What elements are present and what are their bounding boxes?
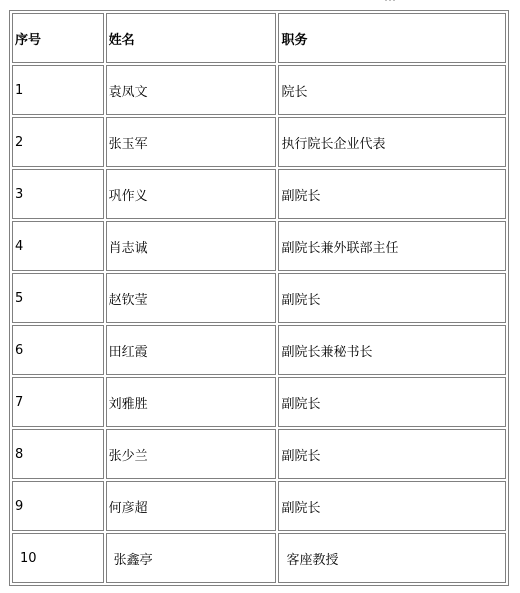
cell-name: 何彦超: [106, 481, 277, 531]
cell-serial-number: 9: [12, 481, 104, 531]
cell-position: 客座教授: [278, 533, 506, 583]
cell-name: 田红霞: [106, 325, 277, 375]
cell-serial-number: 7: [12, 377, 104, 427]
table-row: [12, 221, 506, 271]
table-row: [12, 325, 506, 375]
cell-name: 赵钦莹: [106, 273, 277, 323]
cell-serial-number: 4: [12, 221, 104, 271]
cell-serial-number: 1: [12, 65, 104, 115]
table-row: [12, 169, 506, 219]
cell-name: 张少兰: [106, 429, 277, 479]
table-row: [12, 117, 506, 167]
staff-roster-table: [9, 10, 509, 586]
cell-serial-number: 6: [12, 325, 104, 375]
cell-serial-number: 8: [12, 429, 104, 479]
header-position: 职务: [278, 13, 506, 63]
table-row: [12, 273, 506, 323]
cell-name: 刘雅胜: [106, 377, 277, 427]
header-serial-number: 序号: [12, 13, 104, 63]
cell-position: 副院长: [278, 273, 506, 323]
cropped-header-text: [384, 0, 396, 3]
cell-position: 副院长: [278, 429, 506, 479]
cell-serial-number: 3: [12, 169, 104, 219]
cell-serial-number: 10: [12, 533, 104, 583]
table-row: [12, 533, 506, 583]
cell-name: 张鑫亭: [106, 533, 277, 583]
cell-position: 副院长: [278, 377, 506, 427]
cell-serial-number: 2: [12, 117, 104, 167]
cell-position: 副院长兼秘书长: [278, 325, 506, 375]
cell-name: 袁凤文: [106, 65, 277, 115]
table-row: [12, 65, 506, 115]
cell-position: 副院长: [278, 481, 506, 531]
cell-serial-number: 5: [12, 273, 104, 323]
cell-name: 张玉军: [106, 117, 277, 167]
cell-name: 肖志诚: [106, 221, 277, 271]
cell-position: 副院长: [278, 169, 506, 219]
table-row: [12, 429, 506, 479]
cell-position: 执行院长企业代表: [278, 117, 506, 167]
cell-name: 巩作义: [106, 169, 277, 219]
header-name: 姓名: [106, 13, 277, 63]
cell-position: 副院长兼外联部主任: [278, 221, 506, 271]
table-row: [12, 481, 506, 531]
table-header-row: [12, 13, 506, 63]
cell-position: 院长: [278, 65, 506, 115]
table-row: [12, 377, 506, 427]
